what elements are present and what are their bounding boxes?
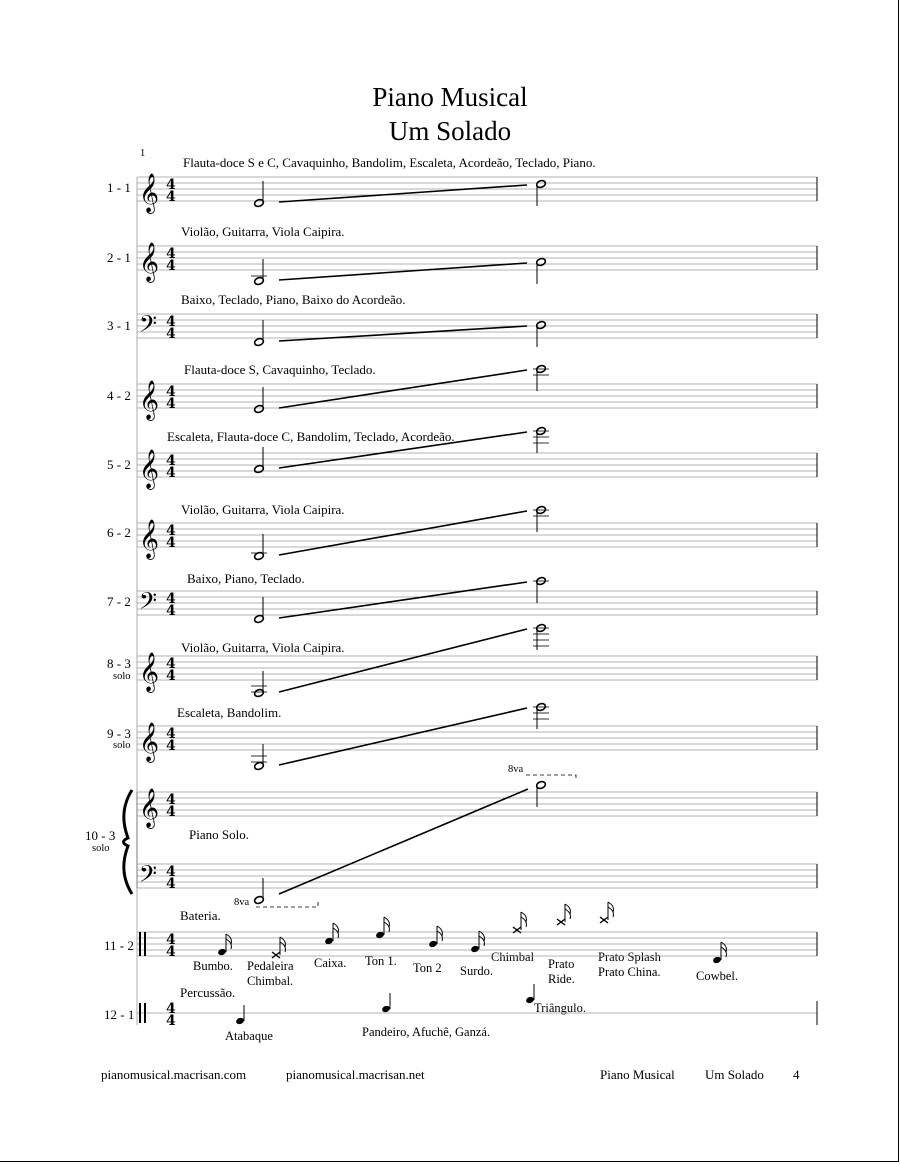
drums-time-bottom: 4 xyxy=(166,944,176,960)
staff-label-7: 7 - 2 xyxy=(107,594,131,609)
drum-item-7: Chimbal xyxy=(491,950,535,964)
drum-item-4: Ton 1. xyxy=(365,954,397,968)
percussion-note-2 xyxy=(381,1005,391,1013)
drums-label: 11 - 2 xyxy=(104,938,134,953)
percussion-clef-a xyxy=(139,1003,141,1023)
staff-5-clef: 𝄞 xyxy=(139,449,160,489)
staff-2-time-bottom: 4 xyxy=(166,258,176,274)
instruments-9: Escaleta, Bandolim. xyxy=(177,705,282,720)
drum-note-10 xyxy=(712,956,722,964)
piano-ottava-bracket xyxy=(526,775,576,781)
staff-2-time-top: 4 xyxy=(166,246,176,262)
staff-sub-9: solo xyxy=(113,740,131,751)
footer-page-number: 4 xyxy=(793,1067,800,1082)
staff-1-time-top: 4 xyxy=(166,177,176,193)
piano-upper-time-top: 4 xyxy=(166,792,176,808)
drum-note-3-flags xyxy=(333,923,338,938)
ottava-alta: 8va xyxy=(508,764,524,775)
staff-3-glissando xyxy=(279,326,527,341)
piano-instruments: Piano Solo. xyxy=(189,827,249,842)
piano-upper-time-bottom: 4 xyxy=(166,804,176,820)
staff-7-clef: 𝄢 xyxy=(139,587,158,620)
staff-6-time-bottom: 4 xyxy=(166,535,176,551)
staff-4-clef: 𝄞 xyxy=(139,380,160,420)
drums-time-top: 4 xyxy=(166,932,176,948)
footer-title: Piano Musical xyxy=(600,1067,675,1082)
staff-3-time-top: 4 xyxy=(166,314,176,330)
page-title: Piano Musical xyxy=(372,82,528,112)
piano-sub: solo xyxy=(92,843,110,854)
staff-label-9: 9 - 3 xyxy=(107,726,131,741)
footer-subtitle: Um Solado xyxy=(705,1067,764,1082)
staff-label-3: 3 - 1 xyxy=(107,318,131,333)
staff-6-time-top: 4 xyxy=(166,523,176,539)
piano-bass-clef: 𝄢 xyxy=(139,860,158,893)
drums-percussion-clef-b xyxy=(144,932,146,956)
drum-item-6: Surdo. xyxy=(460,964,493,978)
staff-9-time-top: 4 xyxy=(166,726,176,742)
staff-4-time-top: 4 xyxy=(166,384,176,400)
staff-9-glissando xyxy=(279,708,527,765)
drum-note-1 xyxy=(217,948,227,956)
instruments-3: Baixo, Teclado, Piano, Baixo do Acordeão. xyxy=(181,292,406,307)
instruments-7: Baixo, Piano, Teclado. xyxy=(187,571,305,586)
staff-3-clef: 𝄢 xyxy=(139,310,158,343)
staff-8-clef: 𝄞 xyxy=(139,652,160,692)
staff-5-time-bottom: 4 xyxy=(166,465,176,481)
percussion-note-1 xyxy=(235,1017,245,1025)
footer-site-com[interactable]: pianomusical.macrisan.com xyxy=(101,1067,247,1082)
staff-1-time-bottom: 4 xyxy=(166,189,176,205)
drum-item-8: Prato Ride. xyxy=(548,957,575,986)
piano-ottava-bassa-bracket xyxy=(256,901,318,907)
staff-4-time-bottom: 4 xyxy=(166,396,176,412)
instruments-5: Escaleta, Flauta-doce C, Bandolim, Teclado, Acordeão. xyxy=(167,429,455,444)
drum-note-1-flags xyxy=(226,934,231,949)
percussion-label: 12 - 1 xyxy=(104,1007,135,1022)
drum-item-10: Cowbel. xyxy=(696,969,739,983)
staff-label-6: 6 - 2 xyxy=(107,525,131,540)
drum-note-8-flags xyxy=(565,904,570,919)
piano-label: 10 - 3 xyxy=(85,828,116,843)
perc-item-2: Pandeiro, Afuchê, Ganzá. xyxy=(362,1025,491,1039)
instruments-8: Violão, Guitarra, Viola Caipira. xyxy=(181,640,345,655)
staff-6-glissando xyxy=(279,511,527,555)
staff-label-2: 2 - 1 xyxy=(107,250,131,265)
staff-6-clef: 𝄞 xyxy=(139,519,160,559)
perc-item-1: Atabaque xyxy=(225,1029,273,1043)
drums-percussion-clef-a xyxy=(139,932,141,956)
instruments-4: Flauta-doce S, Cavaquinho, Teclado. xyxy=(184,362,376,377)
drum-note-7-flags xyxy=(521,912,526,927)
staff-2-glissando xyxy=(279,263,527,280)
drum-note-6 xyxy=(470,945,480,953)
staff-5-glissando xyxy=(279,432,527,468)
drum-note-5-flags xyxy=(437,926,442,941)
drum-note-4-flags xyxy=(384,917,389,932)
staff-9-clef: 𝄞 xyxy=(139,722,160,762)
staff-5-time-top: 4 xyxy=(166,453,176,469)
staff-8-time-top: 4 xyxy=(166,656,176,672)
percussion-clef-b xyxy=(144,1003,146,1023)
staff-9-time-bottom: 4 xyxy=(166,738,176,754)
drum-note-5 xyxy=(428,940,438,948)
staff-label-8: 8 - 3 xyxy=(107,656,131,671)
instruments-2: Violão, Guitarra, Viola Caipira. xyxy=(181,224,345,239)
percussion-note-3 xyxy=(525,996,535,1004)
piano-lower-time-bottom: 4 xyxy=(166,876,176,892)
staff-1-clef: 𝄞 xyxy=(139,173,160,213)
staff-label-4: 4 - 2 xyxy=(107,388,131,403)
instruments-6: Violão, Guitarra, Viola Caipira. xyxy=(181,502,345,517)
percussion-time-top: 4 xyxy=(166,1001,176,1017)
drum-item-2: Pedaleira Chimbal. xyxy=(247,959,294,988)
perc-item-3: Triângulo. xyxy=(534,1001,586,1015)
page-subtitle: Um Solado xyxy=(388,116,512,146)
staff-8-glissando xyxy=(279,629,527,692)
staff-2-clef: 𝄞 xyxy=(139,242,160,282)
drum-item-1: Bumbo. xyxy=(193,959,233,973)
staff-label-1: 1 - 1 xyxy=(107,180,131,195)
footer-site-net[interactable]: pianomusical.macrisan.net xyxy=(286,1067,425,1082)
staff-8-time-bottom: 4 xyxy=(166,668,176,684)
drum-item-9: Prato Splash Prato China. xyxy=(598,950,661,979)
drums-instruments: Bateria. xyxy=(180,908,221,923)
instruments-1: Flauta-doce S e C, Cavaquinho, Bandolim, Escaleta, Acordeão, Teclado, Piano. xyxy=(183,155,596,170)
staff-7-time-top: 4 xyxy=(166,591,176,607)
piano-brace xyxy=(124,790,133,894)
piano-lower-time-top: 4 xyxy=(166,864,176,880)
staff-7-time-bottom: 4 xyxy=(166,603,176,619)
staff-1-glissando xyxy=(279,185,527,202)
piano-glissando xyxy=(279,789,528,894)
ottava-bassa: 8va xyxy=(234,897,250,908)
staff-7-glissando xyxy=(279,582,527,618)
percussion-time-bottom: 4 xyxy=(166,1013,176,1029)
piano-treble-clef: 𝄞 xyxy=(139,788,160,828)
percussion-instruments: Percussão. xyxy=(180,985,236,1000)
drum-item-5: Ton 2 xyxy=(413,961,442,975)
staff-sub-8: solo xyxy=(113,671,131,682)
drum-item-3: Caixa. xyxy=(314,956,347,970)
staff-label-5: 5 - 2 xyxy=(107,457,131,472)
staff-3-time-bottom: 4 xyxy=(166,326,176,342)
drum-note-9-flags xyxy=(608,902,613,917)
measure-number: 1 xyxy=(140,148,146,159)
